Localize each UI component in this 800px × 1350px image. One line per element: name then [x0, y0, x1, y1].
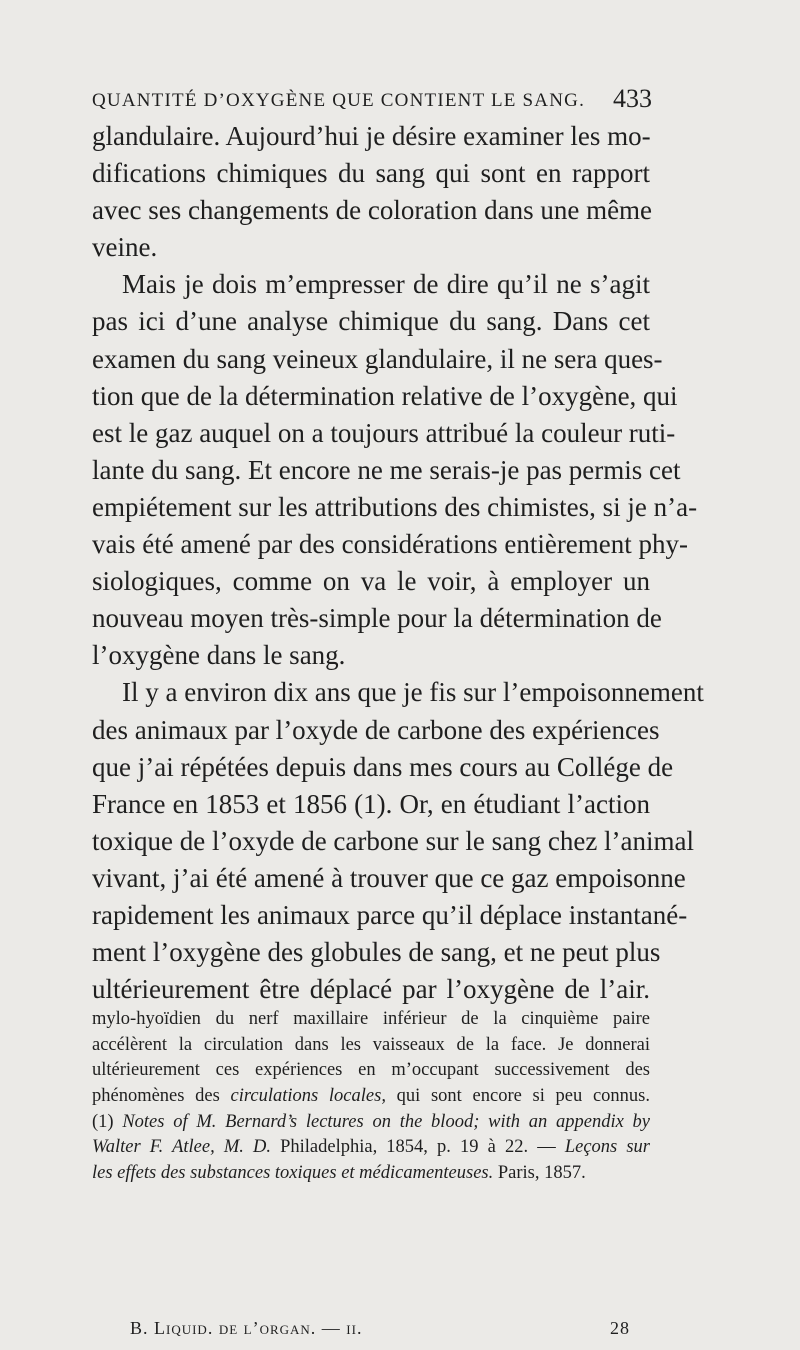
- body-line: glandulaire. Aujourd’hui je désire examiner les mo-: [92, 121, 651, 151]
- page-number: 433: [613, 84, 652, 113]
- body-line: vais été amené par des considérations entièrement phy-: [92, 529, 689, 560]
- footnote-italic: les effets des substances toxiques et médicamenteuses.: [92, 1163, 494, 1184]
- body-line: empiétement sur les attributions des chimistes, si je n’a-: [92, 491, 698, 522]
- signature-number: 28: [610, 1318, 630, 1338]
- body-line: nouveau moyen très-simple pour la détermination de: [92, 603, 662, 634]
- footnotes: [92, 1007, 650, 1187]
- footnote-line: ultérieurement ces expériences en m’occupant successivement des: [92, 1060, 650, 1081]
- footnote-line: [92, 1110, 650, 1136]
- body-line: ment l’oxygène des globules de sang, et ne peut plus: [92, 937, 661, 968]
- body-line: pas ici d’une analyse chimique du sang. Dans cet: [92, 306, 650, 337]
- footnote-text: qui sont encore si peu connus.: [385, 1086, 650, 1107]
- body-line: vivant, j’ai été amené à trouver que ce gaz empoisonne: [92, 862, 686, 893]
- footnote-marker: (1): [92, 1111, 123, 1132]
- running-header: [92, 80, 652, 120]
- running-title: QUANTITÉ D’OXYGÈNE QUE CONTIENT LE SANG.: [92, 90, 586, 111]
- body-line: rapidement les animaux parce qu’il déplace instantané-: [92, 899, 688, 930]
- body-line: siologiques, comme on va le voir, à employer un: [92, 566, 650, 597]
- footnote-italic: circulations locales,: [230, 1086, 386, 1107]
- body-line: tion que de la détermination relative de l’oxygène, qui: [92, 380, 678, 411]
- footnote-text: phénomènes des: [92, 1086, 231, 1107]
- footnote-line: [92, 1161, 650, 1187]
- body-line: France en 1853 et 1856 (1). Or, en étudiant l’action: [92, 788, 650, 819]
- footnote-line: [92, 1135, 650, 1161]
- body-line: l’oxygène dans le sang.: [92, 640, 346, 671]
- body-line: difications chimiques du sang qui sont en rapport: [92, 158, 650, 189]
- footnote-line: mylo-hyoïdien du nerf maxillaire inférieur de la cinquième paire: [92, 1009, 650, 1029]
- body-line: avec ses changements de coloration dans une même: [92, 195, 653, 226]
- body-line: que j’ai répétées depuis dans mes cours au Collége de: [92, 751, 674, 782]
- body-line: veine.: [92, 232, 158, 263]
- footnote-italic: Leçons sur: [564, 1137, 651, 1158]
- body-line: des animaux par l’oxyde de carbone des expériences: [92, 714, 660, 745]
- footnote-italic: Notes of M. Bernard’s lectures on the blood; with an appendix by: [122, 1111, 650, 1132]
- body-text: [92, 118, 704, 1008]
- signature-line: [130, 1318, 630, 1339]
- body-line: Il y a environ dix ans que je fis sur l’empoisonnement: [122, 677, 704, 708]
- body-line: ultérieurement être déplacé par l’oxygène de l’air.: [92, 974, 650, 1005]
- body-line: est le gaz auquel on a toujours attribué la couleur ruti-: [92, 417, 676, 448]
- body-line: examen du sang veineux glandulaire, il ne sera ques-: [92, 343, 663, 374]
- body-line: toxique de l’oxyde de carbone sur le sang chez l’animal: [92, 825, 695, 856]
- signature-mark: B. Liquid. de l’organ. — ii.: [130, 1318, 363, 1338]
- footnote-line: accélèrent la circulation dans les vaisseaux de la face. Je donnerai: [92, 1034, 650, 1055]
- footnote-line: [92, 1084, 650, 1110]
- footnote-text: Philadelphia, 1854, p. 19 à 22. —: [270, 1137, 565, 1158]
- footnote-text: Paris, 1857.: [493, 1163, 586, 1184]
- footnote-italic: Walter F. Atlee, M. D.: [92, 1137, 271, 1158]
- body-line: lante du sang. Et encore ne me serais-je pas permis cet: [92, 454, 681, 485]
- body-line: Mais je dois m’empresser de dire qu’il ne s’agit: [122, 269, 650, 300]
